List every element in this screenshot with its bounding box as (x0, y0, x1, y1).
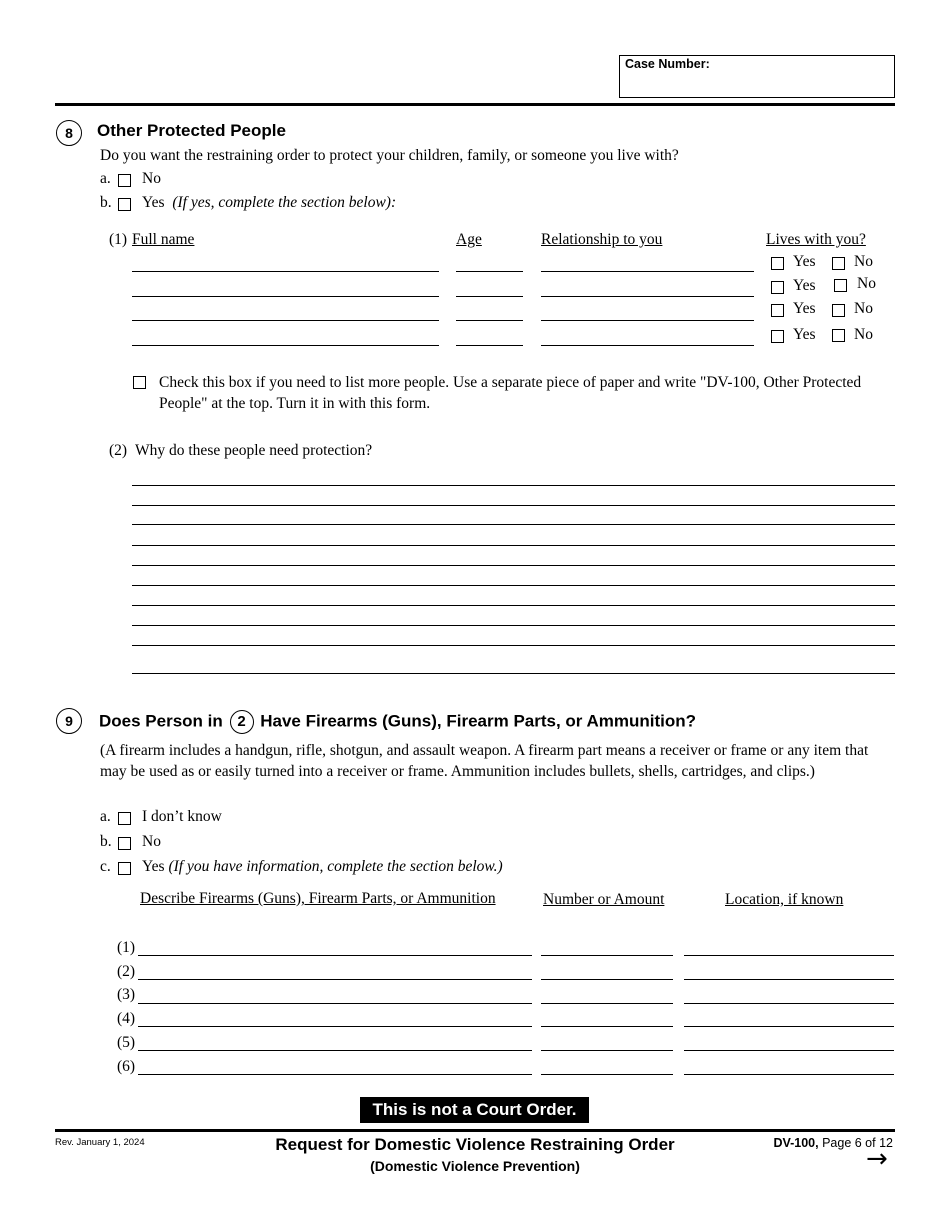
col-describe: Describe Firearms (Guns), Firearm Parts, or Ammunition (140, 890, 496, 907)
more-people-text: Check this box if you need to list more people. Use a separate piece of paper and write "DV-100, Other Protected People" at the top. Turn it in with this form. (159, 374, 862, 412)
firearm-row-label: (6) (117, 1058, 136, 1075)
lives-yes-label: Yes (793, 277, 816, 294)
not-court-order-notice: This is not a Court Order. (360, 1097, 589, 1123)
person-2-ref: 2 (230, 710, 254, 734)
section-9-description: (A firearm includes a handgun, rifle, shotgun, and assault weapon. A firearm part means a receiver or frame or any item that may be used as or easily turned into a receiver or frame. Ammunition includes bullets, shells, cartridges, and clips.) (100, 742, 869, 780)
protection-reason-line-10[interactable] (132, 673, 895, 674)
lives-yes-checkbox-4[interactable] (771, 330, 784, 343)
firearm-number-field-1[interactable] (541, 955, 673, 956)
section-8-title: Other Protected People (97, 121, 286, 140)
form-title: Request for Domestic Violence Restraining Order (275, 1135, 675, 1154)
lives-no-label: No (854, 326, 873, 343)
s9-option-c-note: (If you have information, complete the section below.) (168, 858, 503, 875)
firearm-row-label: (5) (117, 1034, 136, 1051)
s9-option-b-label: No (142, 833, 161, 850)
item-2-label: (2) (109, 442, 128, 459)
firearm-row-label: (4) (117, 1010, 136, 1027)
case-number-box[interactable] (619, 55, 895, 98)
section-9-number: 9 (56, 708, 82, 734)
section-8-question: Do you want the restraining order to protect your children, family, or someone you live with? (100, 147, 679, 164)
relationship-field-4[interactable] (541, 345, 754, 346)
firearm-location-field-4[interactable] (684, 1026, 894, 1027)
option-a-label: No (142, 170, 161, 187)
lives-no-label: No (854, 253, 873, 270)
s9-option-c-letter: c. (100, 858, 111, 875)
col-full-name: Full name (132, 231, 195, 248)
firearm-describe-field-3[interactable] (138, 1003, 532, 1004)
revision-date: Rev. January 1, 2024 (55, 1137, 145, 1148)
form-subtitle: (Domestic Violence Prevention) (370, 1158, 580, 1174)
full-name-field-4[interactable] (132, 345, 439, 346)
item-1-label: (1) (109, 231, 128, 248)
section-8-number: 8 (56, 120, 82, 146)
lives-no-checkbox-3[interactable] (832, 304, 845, 317)
full-name-field-2[interactable] (132, 296, 439, 297)
firearm-describe-field-2[interactable] (138, 979, 532, 980)
firearm-row-label: (2) (117, 963, 136, 980)
firearm-row-label: (1) (117, 939, 136, 956)
relationship-field-1[interactable] (541, 271, 754, 272)
protection-reason-line-3[interactable] (132, 524, 895, 525)
s9-option-b-letter: b. (100, 833, 112, 850)
case-number-label: Case Number: (625, 57, 710, 71)
no-checkbox[interactable] (118, 174, 131, 187)
next-page-arrow-icon[interactable]: → (866, 1144, 888, 1174)
protection-reason-line-7[interactable] (132, 605, 895, 606)
lives-no-label: No (857, 275, 876, 292)
firearm-describe-field-1[interactable] (138, 955, 532, 956)
protection-reason-line-6[interactable] (132, 585, 895, 586)
age-field-2[interactable] (456, 296, 523, 297)
s9-option-a-label: I don’t know (142, 808, 222, 825)
lives-yes-label: Yes (793, 253, 816, 270)
firearms-yes-checkbox[interactable] (118, 862, 131, 875)
lives-yes-checkbox-2[interactable] (771, 281, 784, 294)
form-id: DV-100, (773, 1136, 819, 1150)
lives-no-checkbox-1[interactable] (832, 257, 845, 270)
option-a-letter: a. (100, 170, 111, 187)
option-b-label (142, 194, 396, 212)
more-people-checkbox[interactable] (133, 376, 146, 389)
firearms-no-checkbox[interactable] (118, 837, 131, 850)
firearm-number-field-5[interactable] (541, 1050, 673, 1051)
lives-no-checkbox-4[interactable] (832, 329, 845, 342)
firearm-location-field-6[interactable] (684, 1074, 894, 1075)
protection-reason-line-2[interactable] (132, 505, 895, 506)
relationship-field-2[interactable] (541, 296, 754, 297)
firearm-describe-field-5[interactable] (138, 1050, 532, 1051)
lives-no-label: No (854, 300, 873, 317)
firearm-location-field-5[interactable] (684, 1050, 894, 1051)
lives-yes-label: Yes (793, 326, 816, 343)
yes-checkbox[interactable] (118, 198, 131, 211)
section-9-title (99, 710, 696, 734)
page-number: Page 6 of 12 (822, 1136, 893, 1150)
col-number: Number or Amount (543, 891, 665, 908)
protection-reason-line-8[interactable] (132, 625, 895, 626)
protection-reason-line-9[interactable] (132, 645, 895, 646)
firearm-location-field-1[interactable] (684, 955, 894, 956)
col-age: Age (456, 231, 482, 248)
item-2-question: Why do these people need protection? (135, 442, 373, 459)
lives-yes-checkbox-1[interactable] (771, 257, 784, 270)
firearm-row-label: (3) (117, 986, 136, 1003)
protection-reason-line-1[interactable] (132, 485, 895, 486)
footer-rule (55, 1129, 895, 1132)
age-field-4[interactable] (456, 345, 523, 346)
col-lives-with: Lives with you? (766, 231, 866, 248)
form-page-info (700, 1136, 893, 1150)
full-name-field-3[interactable] (132, 320, 439, 321)
firearm-number-field-6[interactable] (541, 1074, 673, 1075)
s9-option-a-letter: a. (100, 808, 111, 825)
firearm-location-field-2[interactable] (684, 979, 894, 980)
section-9-title-prefix: Does Person in (99, 711, 223, 731)
relationship-field-3[interactable] (541, 320, 754, 321)
age-field-3[interactable] (456, 320, 523, 321)
col-relationship: Relationship to you (541, 231, 663, 248)
firearm-number-field-3[interactable] (541, 1003, 673, 1004)
firearm-number-field-4[interactable] (541, 1026, 673, 1027)
full-name-field-1[interactable] (132, 271, 439, 272)
lives-yes-checkbox-3[interactable] (771, 304, 784, 317)
option-b-text: Yes (142, 194, 165, 211)
firearm-number-field-2[interactable] (541, 979, 673, 980)
firearm-describe-field-6[interactable] (138, 1074, 532, 1075)
firearm-describe-field-4[interactable] (138, 1026, 532, 1027)
s9-option-c-text: Yes (142, 858, 165, 875)
firearm-location-field-3[interactable] (684, 1003, 894, 1004)
lives-yes-label: Yes (793, 300, 816, 317)
age-field-1[interactable] (456, 271, 523, 272)
header-rule (55, 103, 895, 106)
option-b-letter: b. (100, 194, 112, 211)
protection-reason-line-5[interactable] (132, 565, 895, 566)
protection-reason-line-4[interactable] (132, 545, 895, 546)
col-location: Location, if known (725, 891, 844, 908)
lives-no-checkbox-2[interactable] (834, 279, 847, 292)
dont-know-checkbox[interactable] (118, 812, 131, 825)
s9-option-c-label (142, 858, 503, 876)
section-9-title-suffix: Have Firearms (Guns), Firearm Parts, or Ammunition? (260, 711, 697, 731)
option-b-note: (If yes, complete the section below): (172, 194, 397, 211)
